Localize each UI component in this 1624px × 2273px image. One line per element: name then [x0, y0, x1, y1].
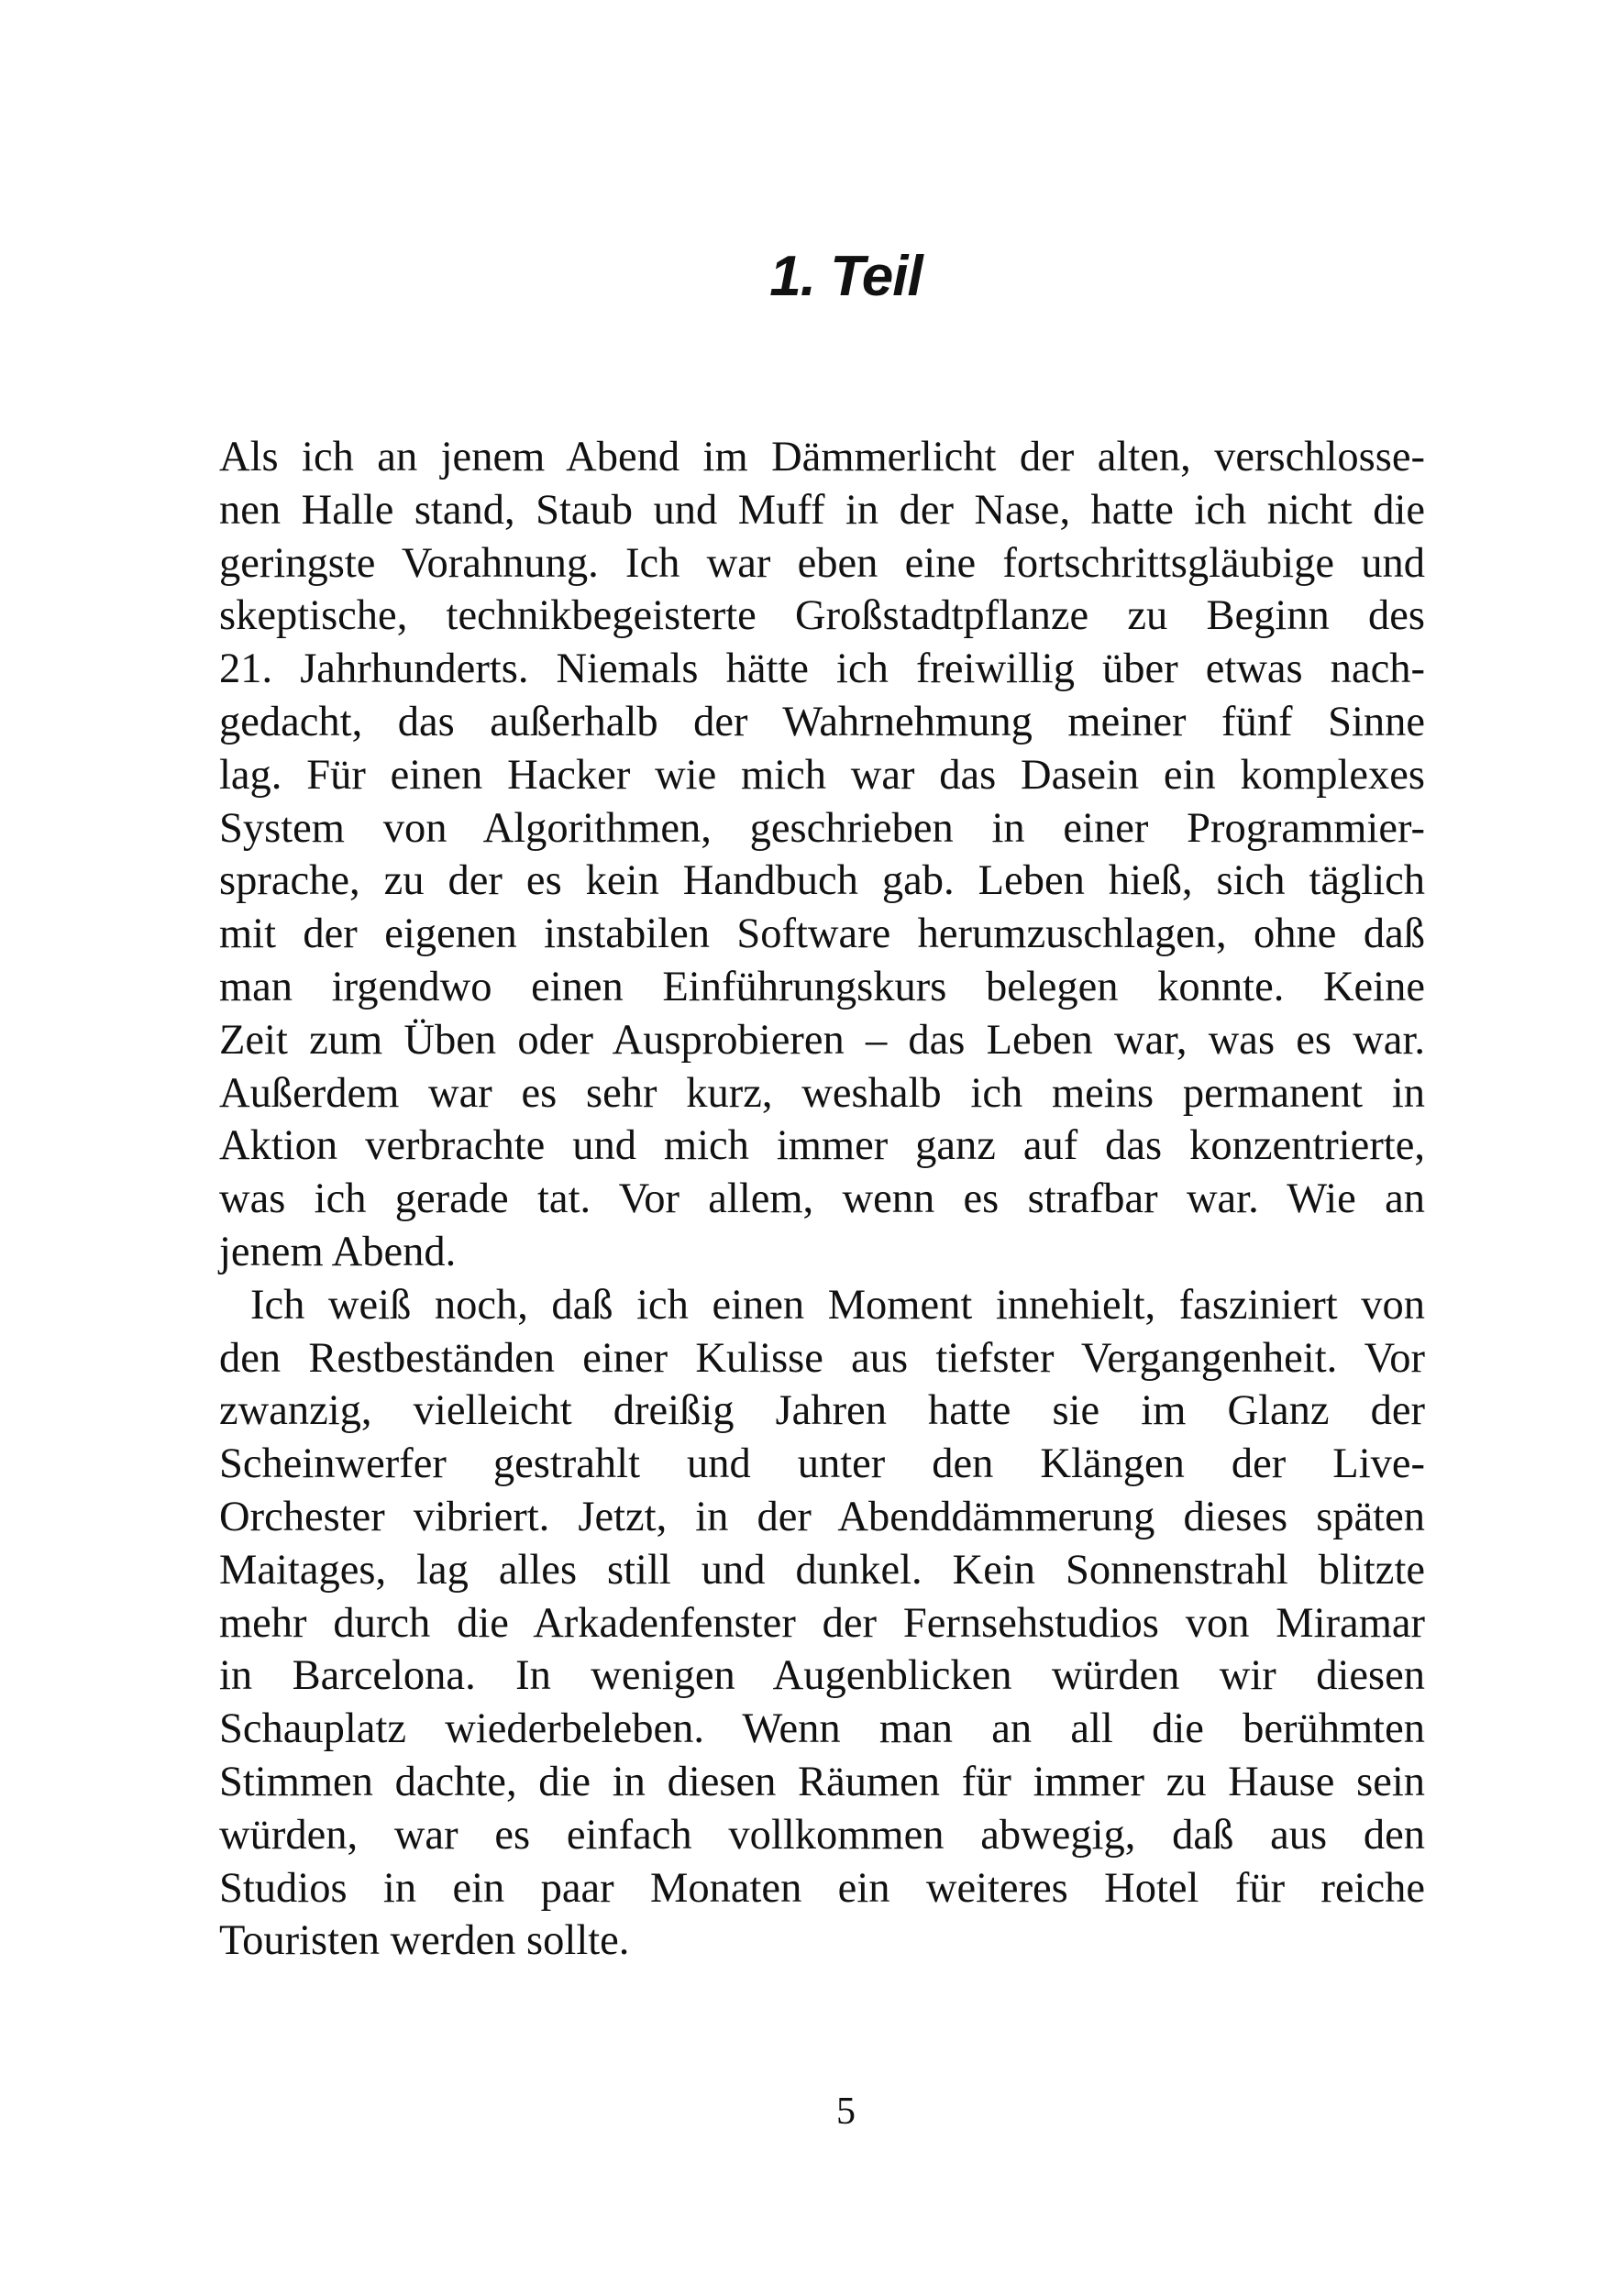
text-line: 21. Jahrhunderts. Niemals hätte ich freiwillig über etwas nach-: [219, 645, 1425, 693]
text-line: den Restbeständen einer Kulisse aus tiefster Vergangenheit. Vor: [219, 1334, 1425, 1382]
text-line: skeptische, technikbegeisterte Großstadtpflanze zu Beginn des: [219, 592, 1425, 640]
text-line: zwanzig, vielleicht dreißig Jahren hatte sie im Glanz der: [219, 1387, 1425, 1435]
text-line: jenem Abend.: [219, 1228, 457, 1275]
text-line: was ich gerade tat. Vor allem, wenn es strafbar war. Wie an: [219, 1175, 1425, 1223]
text-line: man irgendwo einen Einführungskurs belegen konnte. Keine: [219, 963, 1425, 1010]
text-line: Ich weiß noch, daß ich einen Moment innehielt, fasziniert von: [250, 1281, 1425, 1329]
body-text: [219, 431, 1425, 1968]
text-line: Studios in ein paar Monaten ein weiteres Hotel für reiche: [219, 1864, 1425, 1912]
paragraph-2: [219, 1279, 1425, 1968]
text-line: gedacht, das außerhalb der Wahrnehmung meiner fünf Sinne: [219, 698, 1425, 745]
text-line: Scheinwerfer gestrahlt und unter den Klängen der Live-: [219, 1440, 1425, 1488]
page-number: 5: [836, 2091, 856, 2133]
text-line: Als ich an jenem Abend im Dämmerlicht der alten, verschlosse-: [219, 434, 1425, 480]
text-line: Orchester vibriert. Jetzt, in der Abenddämmerung dieses späten: [219, 1493, 1425, 1540]
text-line: Zeit zum Üben oder Ausprobieren – das Leben war, was es war.: [219, 1016, 1425, 1064]
text-line: mit der eigenen instabilen Software herumzuschlagen, ohne daß: [219, 910, 1425, 958]
text-line: System von Algorithmen, geschrieben in einer Programmier-: [219, 804, 1425, 852]
text-line: Außerdem war es sehr kurz, weshalb ich meins permanent in: [219, 1069, 1425, 1117]
text-line: in Barcelona. In wenigen Augenblicken würden wir diesen: [219, 1652, 1425, 1700]
text-line: sprache, zu der es kein Handbuch gab. Leben hieß, sich täglich: [219, 857, 1425, 905]
text-line: Maitages, lag alles still und dunkel. Kein Sonnenstrahl blitzte: [219, 1546, 1425, 1594]
text-line: nen Halle stand, Staub und Muff in der Nase, hatte ich nicht die: [219, 486, 1425, 534]
paragraph-1: [219, 431, 1425, 1279]
text-line: würden, war es einfach vollkommen abwegig, daß aus den: [219, 1811, 1425, 1859]
text-line: mehr durch die Arkadenfenster der Fernsehstudios von Miramar: [219, 1599, 1425, 1647]
text-line: Stimmen dachte, die in diesen Räumen für immer zu Hause sein: [219, 1758, 1425, 1805]
chapter-title: 1. Teil: [769, 245, 922, 308]
text-line: Touristen werden sollte.: [219, 1917, 630, 1965]
text-line: geringste Vorahnung. Ich war eben eine fortschrittsgläubige und: [219, 539, 1425, 587]
text-line: Schauplatz wiederbeleben. Wenn man an all die berühmten: [219, 1705, 1425, 1753]
text-line: Aktion verbrachte und mich immer ganz auf das konzentrierte,: [219, 1122, 1425, 1170]
text-line: lag. Für einen Hacker wie mich war das Dasein ein komplexes: [219, 751, 1425, 799]
